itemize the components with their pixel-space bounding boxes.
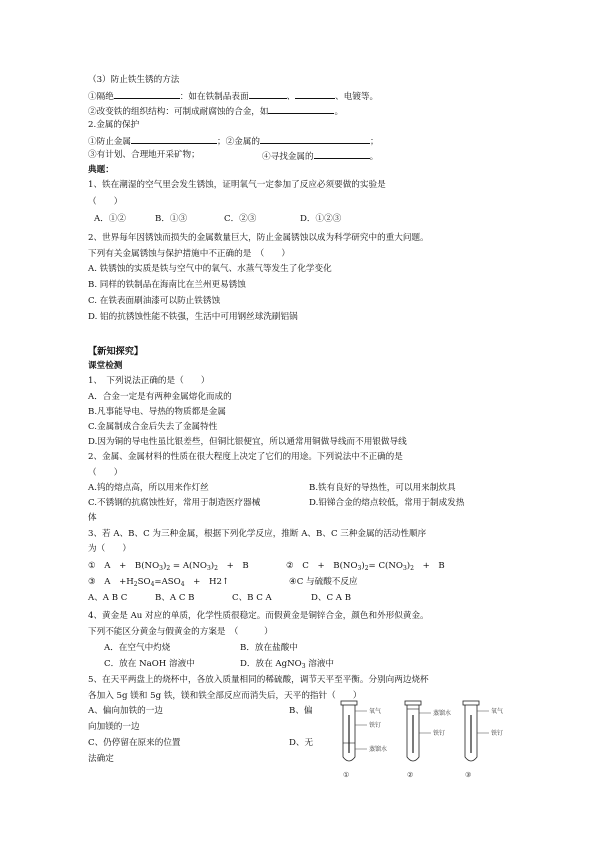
text-line: ①隔绝 ：如在铁制品表面 、 、电镀等。 (88, 89, 378, 102)
question-3-cont: 为（ ） (88, 544, 131, 554)
option-d[interactable]: D.铅锑合金的熔点较低，常用于制成发热 (309, 498, 465, 508)
option-d[interactable]: D、C A B (311, 593, 352, 603)
option-a[interactable]: A、A B C (88, 593, 128, 603)
label-oxygen: 氧气 (491, 708, 504, 715)
blank[interactable] (260, 134, 370, 144)
blank[interactable] (249, 89, 287, 99)
question-3: 3、若 A、B、C 为三种金属，根据下列化学反应，推断 A、B、C 三种金属的活动性顺序 (88, 529, 427, 539)
option-b[interactable]: B.铁有良好的导热性，可以用来制炊具 (309, 483, 456, 493)
question-1: 1、 下列说法正确的是（ ） (88, 376, 210, 386)
question-5-cont: 各加入 5g 镁和 5g 铁，镁和铁全部反应而消失后，天平的指针（ ） (88, 691, 362, 701)
question-2: 2、金属、金属材料的性质在很大程度上决定了它们的用途。下列说法中不正确的是 (88, 452, 403, 462)
blank[interactable] (314, 149, 370, 159)
option-b[interactable]: B、偏 (289, 706, 313, 716)
option-b[interactable]: B、A C B (155, 593, 195, 603)
test-tube-1 (341, 701, 387, 779)
label-water: 蒸馏水 (369, 746, 388, 753)
question-4-cont: 下列不能区分黄金与假黄金的方案是 （ ） (88, 627, 273, 637)
option-b[interactable]: B．放在盐酸中 (240, 643, 298, 653)
label-nail: 铁钉 (433, 730, 446, 737)
option-d[interactable]: D. 铝的抗锈蚀性能不铁强，生活中可用钢丝球洗刷铝锅 (88, 312, 298, 322)
option-b[interactable]: B．①③ (155, 214, 188, 224)
label-nail: 铁钉 (491, 730, 504, 737)
option-c[interactable]: C. 在铁表面刷油漆可以防止铁锈蚀 (88, 296, 221, 306)
option-a[interactable]: A.钨的熔点高，所以用来作灯丝 (88, 483, 209, 493)
explore-subtitle: 课堂检测 (88, 361, 123, 371)
option-b[interactable]: B. 同样的铁制品在海南比在兰州更易锈蚀 (88, 280, 246, 290)
text-line: ④寻找金属的 。 (262, 149, 378, 164)
test-tube-figure (335, 697, 515, 779)
label-water: 蒸馏水 (433, 710, 452, 717)
text-line: ①防止金属 ；②金属的 ； (88, 134, 379, 147)
option-c[interactable]: C.金属制成合金后失去了金属特性 (88, 422, 218, 432)
test-tube-3 (463, 701, 503, 779)
explore-title: 【新知探究】 (88, 346, 144, 357)
section-title: （3）防止铁生锈的方法 (88, 75, 180, 85)
option-b-cont: 向加镁的一边 (88, 722, 140, 732)
typical-title: 典题： (88, 165, 114, 175)
reaction-4: ④C 与硫酸不反应 (289, 577, 358, 587)
label-oxygen: 氧气 (369, 708, 382, 715)
blank[interactable] (268, 104, 334, 114)
option-d[interactable]: D．①②③ (300, 214, 342, 224)
reaction-3: ③ A $+H_2SO_4=ASO_4$ + H2↑ (88, 577, 230, 588)
number-3: ③ (465, 771, 472, 779)
option-a[interactable]: A．①② (94, 214, 126, 224)
label-nail: 铁钉 (369, 722, 382, 729)
option-c[interactable]: C、仍停留在原来的位置 (88, 738, 181, 748)
option-c[interactable]: C．②③ (224, 214, 257, 224)
option-d[interactable]: D．放在 AgNO$_3$ 溶液中 (240, 659, 335, 670)
test-tube-2 (405, 701, 451, 779)
option-d-cont: 法确定 (88, 754, 114, 764)
reaction-1: ① A + $B(NO_3)_2 = A(NO_3)_2$ + B (88, 561, 249, 572)
option-c[interactable]: C、B C A (232, 593, 272, 603)
question-5: 5、在天平两盘上的烧杯中，各放入质量相同的稀硫酸，调节天平至平衡。分别向两边烧杯 (88, 675, 429, 685)
question-1: 1、铁在潮湿的空气里会发生锈蚀，证明氧气一定参加了反应必须要做的实验是 (88, 180, 386, 190)
answer-paren: （ ） (88, 468, 123, 478)
reaction-2: ② C + $B(NO_3)_2= C(NO_3)_2$ + B (286, 561, 445, 572)
section-title: 2.金属的保护 (88, 120, 140, 130)
option-d[interactable]: D、无 (289, 738, 314, 748)
question-4: 4、黄金是 Au 对应的单质，化学性质很稳定。而假黄金是铜锌合金，颜色和外形似黄金。 (88, 611, 429, 621)
option-a[interactable]: A、偏向加铁的一边 (88, 706, 163, 716)
option-a[interactable]: A. 铁锈蚀的实质是铁与空气中的氧气、水蒸气等发生了化学变化 (88, 264, 332, 274)
option-d[interactable]: D.因为铜的导电性虽比银差些，但铜比银便宜，所以通常用铜做导线而不用银做导线 (88, 437, 407, 447)
text-line: ②改变铁的组织结构：可制成耐腐蚀的合金，如 。 (88, 104, 343, 117)
answer-paren: （ ） (88, 197, 123, 207)
blank[interactable] (295, 89, 335, 99)
text-line: ③有计划、合理地开采矿物； (88, 150, 200, 160)
option-c[interactable]: C．放在 NaOH 溶液中 (104, 659, 195, 669)
option-b[interactable]: B.凡事能导电、导热的物质都是金属 (88, 407, 226, 417)
blank[interactable] (114, 89, 180, 99)
option-c[interactable]: C.不锈钢的抗腐蚀性好，常用于制造医疗器械 (88, 498, 261, 508)
blank[interactable] (131, 134, 217, 144)
question-2: 2、世界每年因锈蚀而损失的金属数量巨大，防止金属锈蚀以成为科学研究中的重大问题。 (88, 233, 429, 243)
number-1: ① (343, 771, 350, 779)
question-2-cont: 下列有关金属锈蚀与保护措施中不正确的是 （ ） (88, 249, 290, 259)
option-d-cont: 体 (88, 513, 97, 523)
option-a[interactable]: A．在空气中灼烧 (104, 643, 171, 653)
number-2: ② (407, 771, 414, 779)
option-a[interactable]: A．合金一定是有两种金属熔化而成的 (88, 392, 232, 402)
